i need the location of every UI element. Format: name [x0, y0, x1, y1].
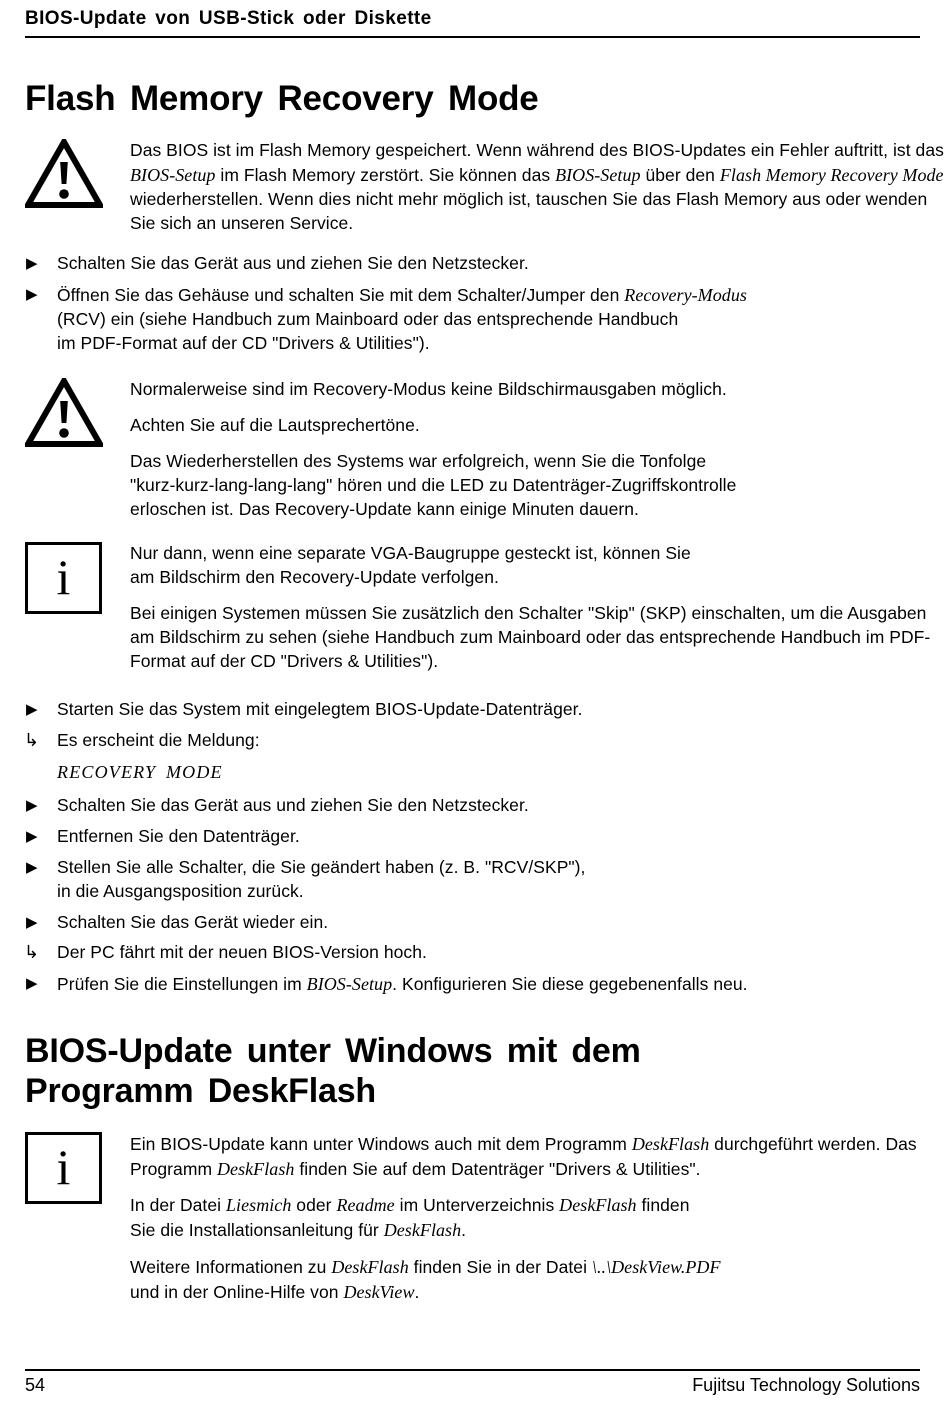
step-text: Stellen Sie alle Schalter, die Sie geändert haben (z. B. "RCV/SKP"), in die Ausgangsposition zurück.	[57, 857, 586, 901]
step-text: Starten Sie das System mit eingelegtem BIOS-Update-Datenträger.	[57, 699, 583, 720]
step-text: Es erscheint die Meldung:	[57, 729, 260, 750]
list-item	[0, 941, 950, 965]
info-i-icon	[25, 1132, 102, 1204]
list-item	[0, 911, 950, 935]
info-paragraph: Ein BIOS-Update kann unter Windows auch mit dem Programm DeskFlash durchgeführt werden. Das Programm DeskFlash finden Sie auf dem Datenträger "Drivers & Utilities".	[130, 1133, 917, 1179]
icon-slot	[25, 542, 105, 614]
step-text: Entfernen Sie den Datenträger.	[57, 826, 300, 847]
list-item	[0, 972, 950, 997]
list-item	[0, 825, 950, 849]
warning-paragraph: Normalerweise sind im Recovery-Modus keine Bildschirmausgaben möglich.	[130, 379, 727, 400]
step-text: Der PC fährt mit der neuen BIOS-Version hoch.	[57, 942, 427, 963]
info-paragraph: In der Datei Liesmich oder Readme im Unterverzeichnis DeskFlash finden Sie die Installationsanleitung für DeskFlash.	[130, 1195, 690, 1241]
info-paragraph: Weitere Informationen zu DeskFlash finden Sie in der Datei \..\DeskView.PDF und in der Online-Hilfe von DeskView.	[130, 1257, 721, 1303]
warning-triangle-icon	[25, 378, 103, 448]
warning-triangle-icon	[25, 139, 103, 209]
triangle-bullet-icon: ▶	[26, 975, 38, 993]
page-title-secondary	[0, 1032, 950, 1112]
triangle-bullet-icon: ▶	[26, 701, 38, 719]
list-item	[0, 794, 950, 818]
page-title: Flash Memory Recovery Mode	[25, 79, 539, 118]
page-number: 54	[25, 1375, 46, 1395]
arrow-bullet-icon: ↳	[24, 729, 40, 750]
recovery-mode-message: RECOVERY MODE	[57, 761, 223, 782]
info-icon-glyph: i	[56, 549, 71, 606]
list-item-message	[0, 760, 950, 785]
step-text: Schalten Sie das Gerät wieder ein.	[57, 911, 329, 932]
triangle-bullet-icon: ▶	[26, 797, 38, 815]
warning-note-speaker-tones	[0, 378, 950, 522]
arrow-bullet-icon: ↳	[24, 942, 40, 963]
page-content	[0, 78, 950, 1305]
triangle-bullet-icon: ▶	[26, 255, 38, 273]
triangle-bullet-icon: ▶	[26, 913, 38, 931]
list-item	[0, 283, 950, 355]
list-item	[0, 252, 950, 276]
icon-slot	[25, 139, 105, 209]
list-item	[0, 698, 950, 722]
page-title-secondary-line1: BIOS-Update unter Windows mit dem	[25, 1032, 641, 1071]
step-text: Öffnen Sie das Gehäuse und schalten Sie mit dem Schalter/Jumper den Recovery-Modus (RCV) ein (siehe Handbuch zum Mainboard oder das entsprechende Handbuch im PDF-Format auf der CD "Drivers & Utilities").	[57, 284, 747, 353]
info-i-icon	[25, 542, 102, 614]
info-paragraph: Bei einigen Systemen müssen Sie zusätzlich den Schalter "Skip" (SKP) einschalten, um die Ausgaben am Bildschirm zu sehen (siehe Handbuch zum Mainboard oder das entsprechende Handbuch im PDF-Format auf der CD "Drivers & Utilities").	[130, 603, 931, 672]
triangle-bullet-icon: ▶	[26, 859, 38, 877]
publisher-name: Fujitsu Technology Solutions	[692, 1375, 920, 1395]
info-note-vga	[0, 542, 950, 674]
page-footer	[25, 1375, 920, 1396]
running-header-title: BIOS-Update von USB-Stick oder Diskette	[25, 8, 432, 29]
triangle-bullet-icon: ▶	[26, 285, 38, 303]
triangle-bullet-icon: ▶	[26, 828, 38, 846]
list-item	[0, 856, 950, 904]
warning-paragraph: Das Wiederherstellen des Systems war erfolgreich, wenn Sie die Tonfolge "kurz-kurz-lang-lang-lang" hören und die LED zu Datenträger-Zugriffskontrolle erloschen ist. Das Recovery-Update kann einige Minuten dauern.	[130, 451, 737, 520]
page-title-secondary-line2: Programm DeskFlash	[25, 1071, 376, 1110]
footer-divider-rule	[25, 1369, 920, 1371]
step-text: Schalten Sie das Gerät aus und ziehen Sie den Netzstecker.	[57, 253, 529, 274]
info-note-deskflash	[0, 1132, 950, 1306]
steps-list-recovery	[0, 698, 950, 997]
warning-paragraph: Das BIOS ist im Flash Memory gespeichert. Wenn während des BIOS-Updates ein Fehler auftritt, ist das BIOS-Setup im Flash Memory zerstört. Sie können das BIOS-Setup über den Flash Memory Recovery Mode wiederherstellen. Wenn dies nicht mehr möglich ist, tauschen Sie das Flash Memory aus oder wenden Sie sich an unseren Service.	[130, 140, 944, 234]
info-icon-glyph: i	[56, 1138, 71, 1195]
steps-list-preparation	[0, 252, 950, 355]
warning-paragraph: Achten Sie auf die Lautsprechertöne.	[130, 415, 420, 436]
icon-slot	[25, 378, 105, 448]
step-text: Schalten Sie das Gerät aus und ziehen Sie den Netzstecker.	[57, 795, 529, 816]
step-text: Prüfen Sie die Einstellungen im BIOS-Setup. Konfigurieren Sie diese gegebenenfalls neu.	[57, 974, 748, 995]
list-item	[0, 729, 950, 753]
warning-note-flash-memory	[0, 139, 950, 236]
header-divider-rule	[25, 36, 920, 38]
icon-slot	[25, 1132, 105, 1204]
info-paragraph: Nur dann, wenn eine separate VGA-Baugruppe gesteckt ist, können Sie am Bildschirm den Recovery-Update verfolgen.	[130, 543, 691, 588]
